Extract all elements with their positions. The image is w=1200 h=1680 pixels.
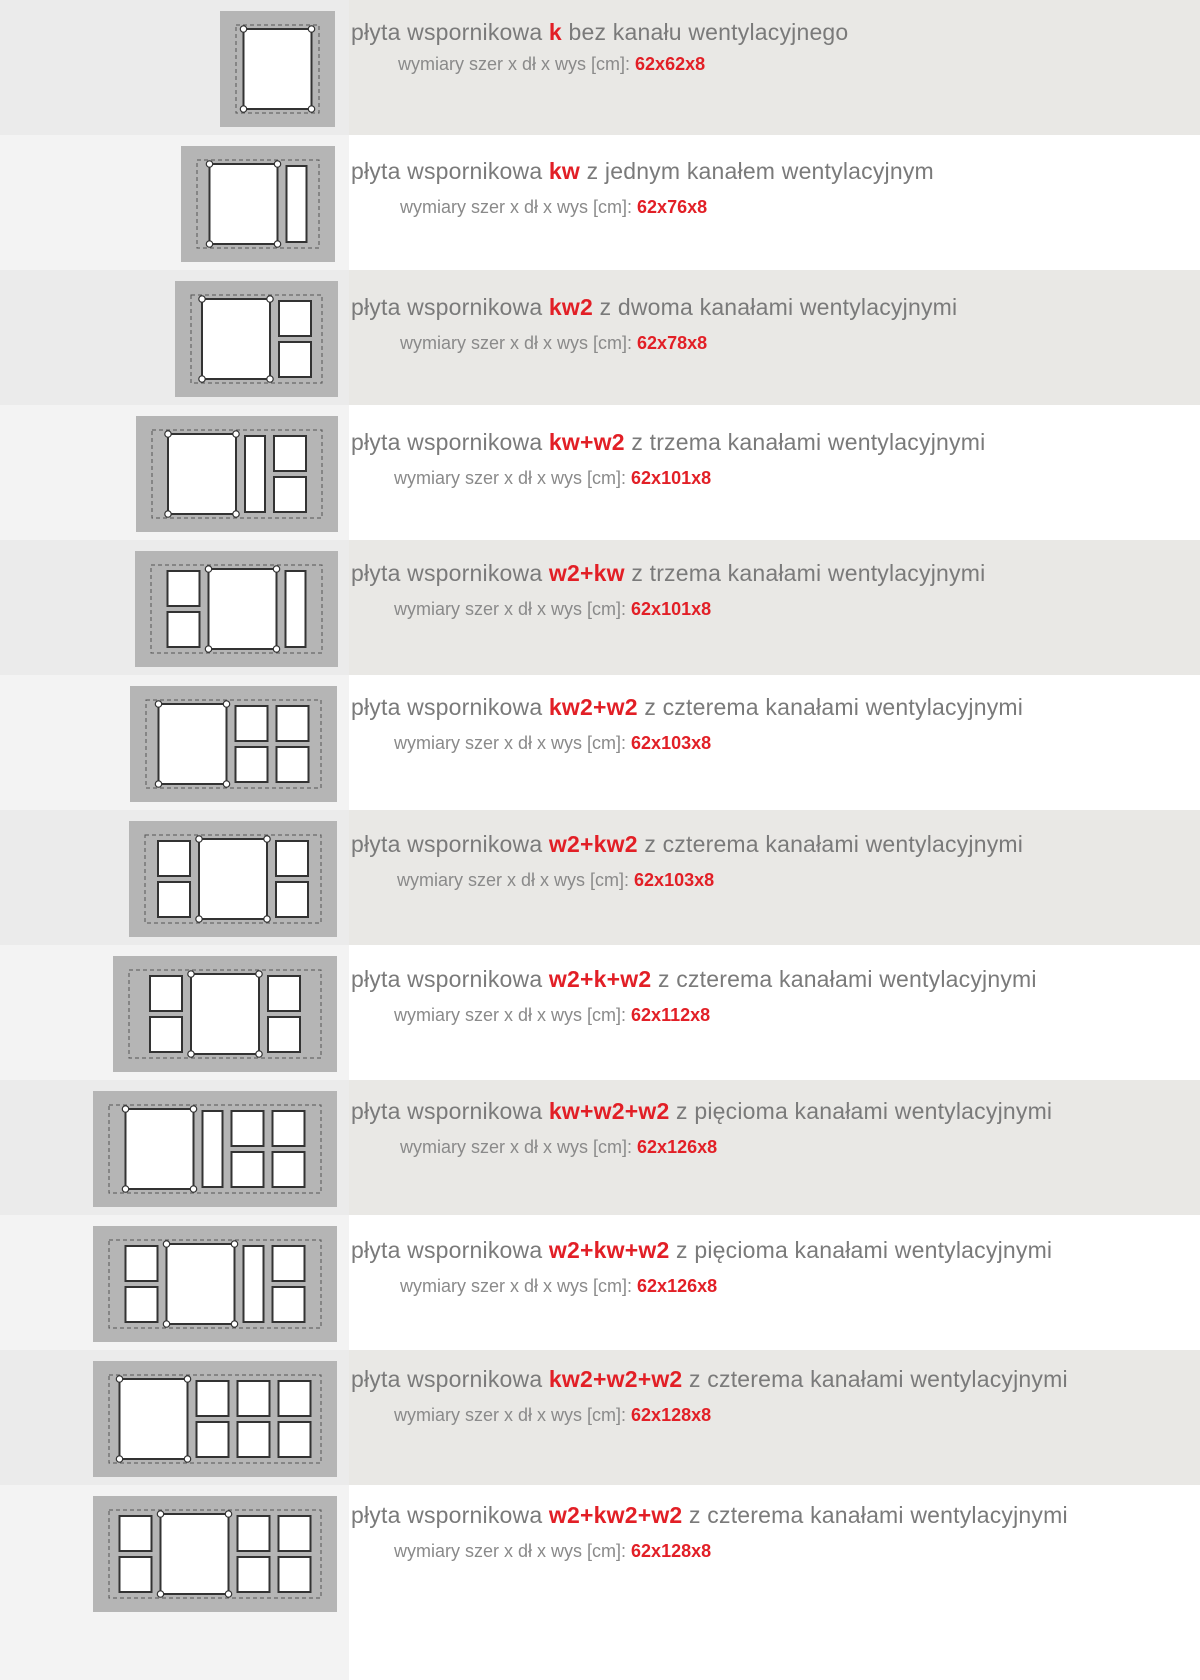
slab-diagram-svg [220, 11, 335, 127]
dimensions-label: wymiary szer x dł x wys [cm]: [394, 599, 627, 619]
slab-diagram-svg [93, 1496, 337, 1612]
dimensions-value: 62x112x8 [631, 1005, 711, 1025]
product-code: w2+kw2 [548, 831, 638, 857]
product-description: z pięcioma kanałami wentylacyjnymi [676, 1098, 1053, 1124]
slab-kw2-w2-w2-diagram [93, 1361, 337, 1477]
product-prefix: płyta wspornikowa [351, 19, 543, 45]
product-code: w2+kw+w2 [548, 1237, 670, 1263]
slab-diagram-svg [129, 821, 337, 937]
product-prefix: płyta wspornikowa [351, 831, 543, 857]
product-description: z trzema kanałami wentylacyjnymi [631, 560, 986, 586]
slab-kw-w2-w2-diagram [93, 1091, 337, 1207]
dimensions-label: wymiary szer x dł x wys [cm]: [400, 197, 633, 217]
product-code: kw+w2 [548, 429, 625, 455]
product-dimensions [400, 1276, 717, 1297]
product-dimensions [394, 1405, 711, 1426]
product-dimensions [400, 197, 707, 218]
product-prefix: płyta wspornikowa [351, 1502, 543, 1528]
product-title [351, 560, 985, 587]
dimensions-value: 62x103x8 [634, 870, 715, 890]
dimensions-label: wymiary szer x dł x wys [cm]: [394, 733, 627, 753]
dimensions-label: wymiary szer x dł x wys [cm]: [400, 1137, 633, 1157]
product-title [351, 694, 1023, 721]
slab-diagram-svg [181, 146, 335, 262]
product-title [351, 831, 1023, 858]
dimensions-label: wymiary szer x dł x wys [cm]: [394, 468, 627, 488]
dimensions-value: 62x126x8 [637, 1137, 718, 1157]
product-title [351, 294, 957, 321]
slab-diagram-svg [93, 1091, 337, 1207]
product-dimensions [394, 468, 711, 489]
product-code: w2+kw2+w2 [548, 1502, 683, 1528]
product-description: z czterema kanałami wentylacyjnymi [644, 831, 1024, 857]
dimensions-value: 62x101x8 [631, 468, 712, 488]
slab-w2-kw2-diagram [129, 821, 337, 937]
product-description: z czterema kanałami wentylacyjnymi [689, 1366, 1068, 1392]
product-title [351, 966, 1037, 993]
product-code: kw2+w2 [548, 694, 638, 720]
product-description: z jednym kanałem wentylacyjnym [586, 158, 934, 184]
product-dimensions [398, 54, 705, 75]
product-description: z dwoma kanałami wentylacyjnymi [599, 294, 958, 320]
dimensions-label: wymiary szer x dł x wys [cm]: [397, 870, 630, 890]
product-code: kw2 [548, 294, 593, 320]
slab-w2-kw2-w2-diagram [93, 1496, 337, 1612]
product-prefix: płyta wspornikowa [351, 1366, 543, 1392]
product-dimensions [394, 1541, 711, 1562]
slab-w2-k-w2-diagram [113, 956, 337, 1072]
dimensions-value: 62x128x8 [631, 1541, 712, 1561]
slab-diagram-svg [130, 686, 337, 802]
slab-diagram-svg [113, 956, 337, 1072]
slab-diagram-svg [93, 1361, 337, 1477]
dimensions-value: 62x62x8 [635, 54, 706, 74]
dimensions-value: 62x126x8 [637, 1276, 718, 1296]
product-code: kw [548, 158, 581, 184]
dimensions-label: wymiary szer x dł x wys [cm]: [394, 1005, 627, 1025]
product-dimensions [400, 1137, 717, 1158]
dimensions-value: 62x78x8 [637, 333, 708, 353]
product-prefix: płyta wspornikowa [351, 1237, 543, 1263]
product-prefix: płyta wspornikowa [351, 694, 543, 720]
product-prefix: płyta wspornikowa [351, 1098, 543, 1124]
slab-diagram-svg [135, 551, 338, 667]
product-code: k [548, 19, 562, 45]
dimensions-value: 62x103x8 [631, 733, 712, 753]
product-title [351, 1502, 1068, 1529]
dimensions-label: wymiary szer x dł x wys [cm]: [394, 1405, 627, 1425]
product-code: w2+k+w2 [548, 966, 652, 992]
slab-w2-kw-w2-diagram [93, 1226, 337, 1342]
product-description: z pięcioma kanałami wentylacyjnymi [676, 1237, 1053, 1263]
product-dimensions [394, 733, 711, 754]
slab-kw-diagram [181, 146, 335, 262]
slab-w2-kw-diagram [135, 551, 338, 667]
product-prefix: płyta wspornikowa [351, 429, 543, 455]
product-dimensions [394, 1005, 710, 1026]
product-prefix: płyta wspornikowa [351, 294, 543, 320]
product-prefix: płyta wspornikowa [351, 560, 543, 586]
product-dimensions [400, 333, 707, 354]
dimensions-label: wymiary szer x dł x wys [cm]: [394, 1541, 627, 1561]
dimensions-value: 62x128x8 [631, 1405, 712, 1425]
slab-kw2-w2-diagram [130, 686, 337, 802]
product-description: z czterema kanałami wentylacyjnymi [657, 966, 1037, 992]
product-dimensions [394, 599, 711, 620]
product-code: w2+kw [548, 560, 625, 586]
slab-kw-w2-diagram [136, 416, 338, 532]
slab-diagram-svg [175, 281, 338, 397]
dimensions-label: wymiary szer x dł x wys [cm]: [400, 333, 633, 353]
product-code: kw2+w2+w2 [548, 1366, 683, 1392]
product-description: z trzema kanałami wentylacyjnymi [631, 429, 986, 455]
dimensions-value: 62x76x8 [637, 197, 708, 217]
product-title [351, 158, 934, 185]
dimensions-label: wymiary szer x dł x wys [cm]: [398, 54, 631, 74]
product-title [351, 1366, 1068, 1393]
slab-kw2-diagram [175, 281, 338, 397]
slab-k-diagram [220, 11, 335, 127]
product-description: z czterema kanałami wentylacyjnymi [644, 694, 1024, 720]
dimensions-label: wymiary szer x dł x wys [cm]: [400, 1276, 633, 1296]
product-description: z czterema kanałami wentylacyjnymi [689, 1502, 1068, 1528]
product-code: kw+w2+w2 [548, 1098, 670, 1124]
product-title [351, 1098, 1052, 1125]
product-title [351, 19, 848, 46]
product-title [351, 429, 985, 456]
slab-diagram-svg [136, 416, 338, 532]
slab-diagram-svg [93, 1226, 337, 1342]
product-prefix: płyta wspornikowa [351, 966, 543, 992]
product-dimensions [397, 870, 714, 891]
product-title [351, 1237, 1052, 1264]
dimensions-value: 62x101x8 [631, 599, 712, 619]
product-prefix: płyta wspornikowa [351, 158, 543, 184]
product-description: bez kanału wentylacyjnego [568, 19, 849, 45]
